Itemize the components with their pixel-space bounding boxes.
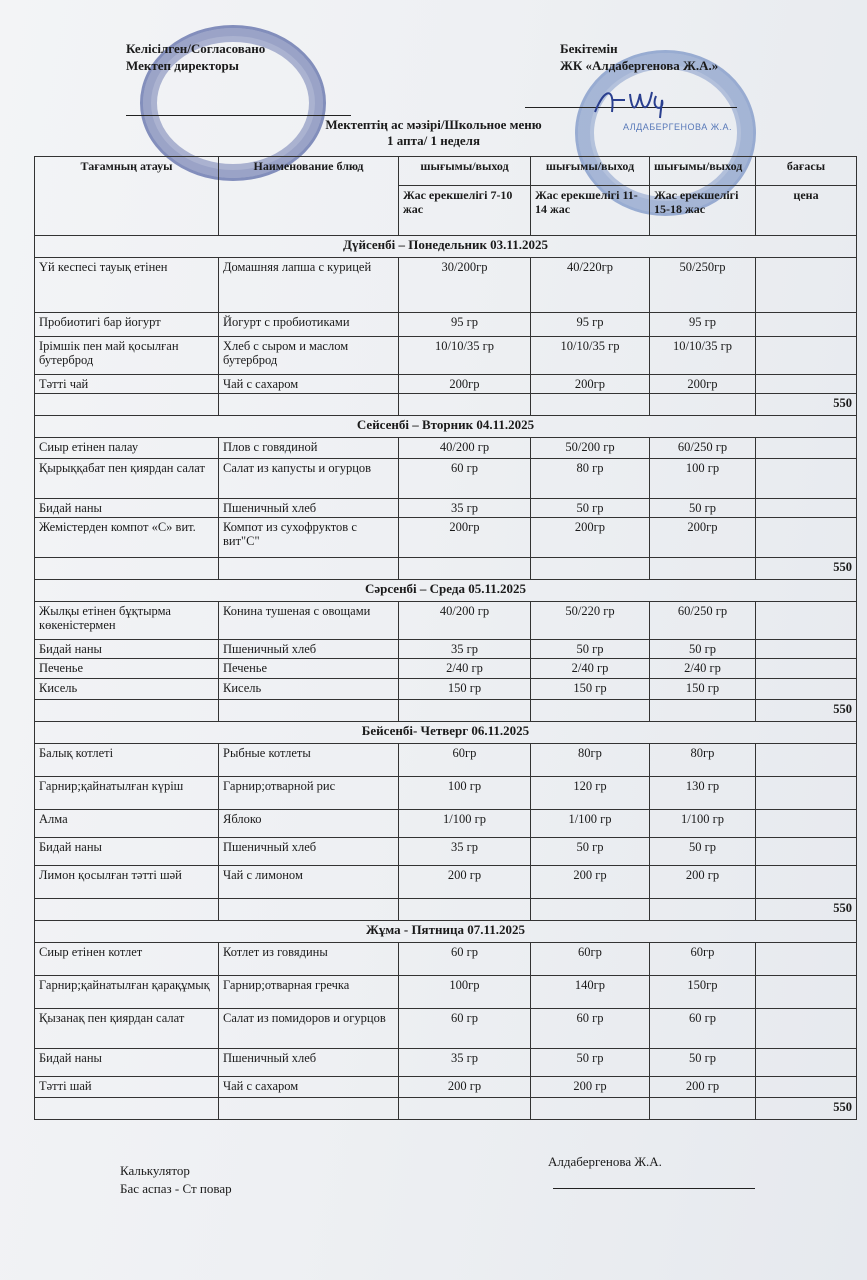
dish-name-ru: Гарнир;отварной рис: [219, 777, 399, 810]
dish-name-kz: Бидай наны: [35, 838, 219, 866]
director-label: Мектеп директоры: [126, 58, 239, 73]
price-cell: [756, 744, 857, 777]
dish-name-kz: Кисель: [35, 679, 219, 700]
dish-row: [35, 1049, 857, 1077]
dish-name-ru: Пшеничный хлеб: [219, 499, 399, 518]
portion-11-14: 95 гр: [531, 313, 650, 337]
dish-name-ru: Плов с говядиной: [219, 438, 399, 459]
price-cell: [756, 1009, 857, 1049]
portion-7-10: 200 гр: [399, 866, 531, 899]
day-header-row: [35, 416, 857, 438]
portion-15-18: 200гр: [650, 375, 756, 394]
company-label: ЖК «Алдабергенова Ж.А.»: [560, 58, 719, 73]
menu-title: Мектептің ас мәзірі/Школьное меню: [325, 117, 542, 132]
dish-name-ru: Кисель: [219, 679, 399, 700]
dish-row: [35, 499, 857, 518]
price-cell: [756, 258, 857, 313]
price-cell: [756, 943, 857, 976]
dish-row: [35, 459, 857, 499]
price-cell: [756, 679, 857, 700]
day-total-row: [35, 700, 857, 722]
dish-row: [35, 1077, 857, 1098]
stamp-text: АЛДАБЕРГЕНОВА Ж.А.: [623, 122, 733, 132]
dish-name-ru: Пшеничный хлеб: [219, 838, 399, 866]
portion-7-10: 1/100 гр: [399, 810, 531, 838]
day-title: Жұма - Пятница 07.11.2025: [35, 921, 857, 943]
portion-15-18: 95 гр: [650, 313, 756, 337]
dish-row: [35, 777, 857, 810]
dish-name-ru: Яблоко: [219, 810, 399, 838]
portion-11-14: 50/200 гр: [531, 438, 650, 459]
dish-name-ru: Пшеничный хлеб: [219, 1049, 399, 1077]
day-total-row: [35, 1098, 857, 1120]
price-cell: [756, 838, 857, 866]
price-cell: [756, 438, 857, 459]
approval-block-right: [560, 40, 718, 74]
dish-row: [35, 810, 857, 838]
portion-15-18: 200 гр: [650, 866, 756, 899]
portion-11-14: 200 гр: [531, 866, 650, 899]
dish-name-kz: Бидай наны: [35, 1049, 219, 1077]
column-header-name-ru: Наименование блюд: [219, 157, 399, 236]
dish-name-kz: Жемістерден компот «С» вит.: [35, 518, 219, 558]
day-total-price: 550: [756, 899, 857, 921]
dish-row: [35, 679, 857, 700]
column-header-price: бағасы: [756, 157, 857, 186]
day-total-price: 550: [756, 558, 857, 580]
age-header-15-18: Жас ерекшелігі 15-18 жас: [650, 186, 756, 236]
portion-15-18: 200гр: [650, 518, 756, 558]
price-cell: [756, 659, 857, 679]
dish-name-ru: Гарнир;отварная гречка: [219, 976, 399, 1009]
day-total-row: [35, 899, 857, 921]
portion-15-18: 60/250 гр: [650, 602, 756, 640]
empty-cell: [531, 394, 650, 416]
empty-cell: [531, 899, 650, 921]
portion-11-14: 200гр: [531, 518, 650, 558]
dish-row: [35, 438, 857, 459]
dish-name-kz: Тәтті шай: [35, 1077, 219, 1098]
director-signature-line: [126, 115, 351, 116]
dish-name-kz: Пробиотигі бар йогурт: [35, 313, 219, 337]
portion-7-10: 60 гр: [399, 459, 531, 499]
portion-11-14: 50 гр: [531, 499, 650, 518]
age-header-11-14: Жас ерекшелігі 11-14 жас: [531, 186, 650, 236]
day-total-row: [35, 394, 857, 416]
column-header-out1: шығымы/выход: [399, 157, 531, 186]
portion-7-10: 95 гр: [399, 313, 531, 337]
dish-row: [35, 1009, 857, 1049]
empty-cell: [35, 700, 219, 722]
empty-cell: [399, 1098, 531, 1120]
price-cell: [756, 777, 857, 810]
dish-row: [35, 976, 857, 1009]
portion-11-14: 50 гр: [531, 838, 650, 866]
handwritten-signature: [590, 82, 680, 122]
empty-cell: [219, 700, 399, 722]
portion-11-14: 10/10/35 гр: [531, 337, 650, 375]
dish-name-kz: Печенье: [35, 659, 219, 679]
portion-15-18: 200 гр: [650, 1077, 756, 1098]
empty-cell: [35, 394, 219, 416]
portion-7-10: 35 гр: [399, 838, 531, 866]
portion-7-10: 2/40 гр: [399, 659, 531, 679]
price-cell: [756, 375, 857, 394]
dish-row: [35, 602, 857, 640]
portion-15-18: 50 гр: [650, 499, 756, 518]
empty-cell: [35, 1098, 219, 1120]
chef-signature-line: [553, 1188, 755, 1189]
empty-cell: [399, 899, 531, 921]
column-header-out2: шығымы/выход: [531, 157, 650, 186]
dish-name-kz: Үй кеспесі тауық етінен: [35, 258, 219, 313]
portion-15-18: 130 гр: [650, 777, 756, 810]
portion-7-10: 200 гр: [399, 1077, 531, 1098]
portion-15-18: 50 гр: [650, 1049, 756, 1077]
dish-name-kz: Лимон қосылған тәтті шәй: [35, 866, 219, 899]
menu-subtitle: 1 апта/ 1 неделя: [387, 133, 480, 148]
dish-name-ru: Чай с сахаром: [219, 1077, 399, 1098]
empty-cell: [399, 558, 531, 580]
dish-row: [35, 640, 857, 659]
portion-7-10: 200гр: [399, 375, 531, 394]
dish-name-kz: Сиыр етінен палау: [35, 438, 219, 459]
portion-7-10: 30/200гр: [399, 258, 531, 313]
day-total-price: 550: [756, 700, 857, 722]
price-cell: [756, 499, 857, 518]
approval-block-left: [126, 40, 265, 74]
portion-7-10: 35 гр: [399, 1049, 531, 1077]
price-cell: [756, 337, 857, 375]
approve-label: Бекітемін: [560, 41, 618, 56]
price-cell: [756, 1049, 857, 1077]
empty-cell: [219, 394, 399, 416]
portion-15-18: 50 гр: [650, 640, 756, 659]
portion-15-18: 60/250 гр: [650, 438, 756, 459]
portion-15-18: 150гр: [650, 976, 756, 1009]
price-cell: [756, 640, 857, 659]
menu-table: [34, 156, 857, 1120]
empty-cell: [650, 558, 756, 580]
empty-cell: [650, 899, 756, 921]
day-header-row: [35, 236, 857, 258]
portion-15-18: 1/100 гр: [650, 810, 756, 838]
day-title: Сейсенбі – Вторник 04.11.2025: [35, 416, 857, 438]
day-title: Бейсенбі- Четверг 06.11.2025: [35, 722, 857, 744]
dish-row: [35, 375, 857, 394]
portion-11-14: 60гр: [531, 943, 650, 976]
dish-row: [35, 313, 857, 337]
portion-7-10: 40/200 гр: [399, 602, 531, 640]
day-header-row: [35, 580, 857, 602]
dish-row: [35, 518, 857, 558]
portion-7-10: 10/10/35 гр: [399, 337, 531, 375]
dish-name-kz: Алма: [35, 810, 219, 838]
dish-name-ru: Салат из помидоров и огурцов: [219, 1009, 399, 1049]
dish-name-kz: Жылқы етінен бұқтырма көкеністермен: [35, 602, 219, 640]
day-total-price: 550: [756, 394, 857, 416]
portion-15-18: 80гр: [650, 744, 756, 777]
column-header-name-kz: Тағамның атауы: [35, 157, 219, 236]
dish-name-ru: Йогурт с пробиотиками: [219, 313, 399, 337]
price-cell: [756, 313, 857, 337]
empty-cell: [650, 700, 756, 722]
empty-cell: [650, 394, 756, 416]
portion-15-18: 100 гр: [650, 459, 756, 499]
dish-name-ru: Котлет из говядины: [219, 943, 399, 976]
portion-11-14: 50 гр: [531, 640, 650, 659]
portion-11-14: 50 гр: [531, 1049, 650, 1077]
dish-name-kz: Ірімшік пен май қосылған бутерброд: [35, 337, 219, 375]
portion-11-14: 200гр: [531, 375, 650, 394]
dish-name-kz: Гарнир;қайнатылған күріш: [35, 777, 219, 810]
age-header-7-10: Жас ерекшелігі 7-10 жас: [399, 186, 531, 236]
portion-7-10: 100гр: [399, 976, 531, 1009]
portion-11-14: 50/220 гр: [531, 602, 650, 640]
footer-left: [120, 1162, 232, 1198]
dish-row: [35, 258, 857, 313]
dish-name-ru: Печенье: [219, 659, 399, 679]
dish-name-kz: Бидай наны: [35, 640, 219, 659]
dish-row: [35, 744, 857, 777]
dish-name-ru: Компот из сухофруктов с вит"С": [219, 518, 399, 558]
empty-cell: [531, 1098, 650, 1120]
portion-15-18: 150 гр: [650, 679, 756, 700]
day-title: Дүйсенбі – Понедельник 03.11.2025: [35, 236, 857, 258]
day-header-row: [35, 921, 857, 943]
dish-name-ru: Конина тушеная с овощами: [219, 602, 399, 640]
day-title: Сәрсенбі – Среда 05.11.2025: [35, 580, 857, 602]
day-total-price: 550: [756, 1098, 857, 1120]
dish-name-ru: Чай с лимоном: [219, 866, 399, 899]
empty-cell: [219, 1098, 399, 1120]
empty-cell: [531, 700, 650, 722]
calculator-label: Калькулятор: [120, 1163, 190, 1178]
dish-name-kz: Қырыққабат пен қиярдан салат: [35, 459, 219, 499]
portion-11-14: 80 гр: [531, 459, 650, 499]
price-cell: [756, 866, 857, 899]
day-total-row: [35, 558, 857, 580]
price-cell: [756, 518, 857, 558]
portion-7-10: 200гр: [399, 518, 531, 558]
empty-cell: [399, 700, 531, 722]
dish-name-ru: Чай с сахаром: [219, 375, 399, 394]
portion-11-14: 150 гр: [531, 679, 650, 700]
agreed-label: Келісілген/Согласовано: [126, 41, 266, 56]
dish-row: [35, 866, 857, 899]
dish-row: [35, 659, 857, 679]
portion-7-10: 100 гр: [399, 777, 531, 810]
dish-name-ru: Салат из капусты и огурцов: [219, 459, 399, 499]
empty-cell: [219, 558, 399, 580]
empty-cell: [650, 1098, 756, 1120]
portion-15-18: 50/250гр: [650, 258, 756, 313]
dish-row: [35, 838, 857, 866]
portion-15-18: 10/10/35 гр: [650, 337, 756, 375]
price-cell: [756, 459, 857, 499]
price-cell: [756, 1077, 857, 1098]
portion-7-10: 60гр: [399, 744, 531, 777]
empty-cell: [35, 558, 219, 580]
price-cell: [756, 976, 857, 1009]
column-header-row: [35, 157, 857, 186]
portion-7-10: 40/200 гр: [399, 438, 531, 459]
empty-cell: [35, 899, 219, 921]
dish-name-ru: Хлеб с сыром и маслом бутерброд: [219, 337, 399, 375]
dish-row: [35, 943, 857, 976]
portion-11-14: 80гр: [531, 744, 650, 777]
dish-name-kz: Гарнир;қайнатылған қарақұмық: [35, 976, 219, 1009]
column-header-out3: шығымы/выход: [650, 157, 756, 186]
portion-7-10: 35 гр: [399, 640, 531, 659]
dish-name-kz: Балық котлеті: [35, 744, 219, 777]
portion-11-14: 2/40 гр: [531, 659, 650, 679]
portion-11-14: 140гр: [531, 976, 650, 1009]
portion-11-14: 200 гр: [531, 1077, 650, 1098]
dish-name-kz: Сиыр етінен котлет: [35, 943, 219, 976]
footer-right-name: Алдабергенова Ж.А.: [548, 1154, 662, 1169]
empty-cell: [399, 394, 531, 416]
price-header: цена: [756, 186, 857, 236]
chef-label: Бас аспаз - Ст повар: [120, 1181, 232, 1196]
day-header-row: [35, 722, 857, 744]
portion-15-18: 60гр: [650, 943, 756, 976]
portion-11-14: 40/220гр: [531, 258, 650, 313]
dish-name-kz: Қызанақ пен қиярдан салат: [35, 1009, 219, 1049]
portion-7-10: 60 гр: [399, 943, 531, 976]
empty-cell: [531, 558, 650, 580]
portion-15-18: 2/40 гр: [650, 659, 756, 679]
portion-7-10: 150 гр: [399, 679, 531, 700]
empty-cell: [219, 899, 399, 921]
portion-11-14: 60 гр: [531, 1009, 650, 1049]
dish-name-ru: Рыбные котлеты: [219, 744, 399, 777]
price-cell: [756, 602, 857, 640]
portion-15-18: 50 гр: [650, 838, 756, 866]
portion-7-10: 60 гр: [399, 1009, 531, 1049]
dish-name-ru: Пшеничный хлеб: [219, 640, 399, 659]
portion-11-14: 1/100 гр: [531, 810, 650, 838]
price-cell: [756, 810, 857, 838]
dish-name-kz: Бидай наны: [35, 499, 219, 518]
portion-7-10: 35 гр: [399, 499, 531, 518]
portion-11-14: 120 гр: [531, 777, 650, 810]
dish-row: [35, 337, 857, 375]
dish-name-kz: Тәтті чай: [35, 375, 219, 394]
portion-15-18: 60 гр: [650, 1009, 756, 1049]
dish-name-ru: Домашняя лапша с курицей: [219, 258, 399, 313]
